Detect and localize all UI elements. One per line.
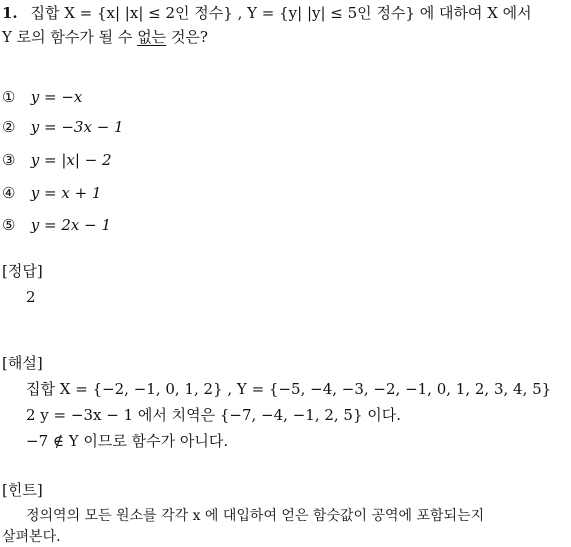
choice-4 — [2, 184, 101, 202]
question-line-1 — [2, 2, 532, 23]
choice-expression: y = |x| − 2 — [30, 151, 112, 169]
choice-1 — [2, 88, 82, 106]
choice-number: ⑤ — [2, 216, 16, 234]
choice-3 — [2, 151, 112, 169]
question-text-line-2-post: 것은? — [166, 28, 208, 46]
explanation-line-1: 집합 X = {−2, −1, 0, 1, 2} , Y = {−5, −4, −3, −2, −1, 0, 1, 2, 3, 4, 5} — [26, 380, 552, 398]
choice-number: ② — [2, 118, 16, 136]
hint-line-1: 정의역의 모든 원소를 각각 x 에 대입하여 얻은 함숫값이 공역에 포함되는지 — [26, 508, 485, 524]
question-underlined-word: 없는 — [137, 28, 167, 46]
choice-2 — [2, 118, 124, 136]
choice-expression: y = x + 1 — [30, 184, 102, 202]
answer-value: 2 — [26, 288, 36, 306]
explanation-line-2: 2 y = −3x − 1 에서 치역은 {−7, −4, −1, 2, 5} 이다. — [26, 406, 402, 424]
explanation-line-3: −7 ∉ Y 이므로 함수가 아니다. — [26, 432, 229, 450]
question-number: 1. — [2, 4, 18, 22]
question-text-line-1: 집합 X = {x| |x| ≤ 2인 정수} , Y = {y| |y| ≤ 5인 정수} 에 대하여 X 에서 — [30, 4, 532, 22]
hint-line-2: 살펴본다. — [2, 529, 61, 545]
choice-5 — [2, 216, 111, 234]
question-text-line-2-pre: Y 로의 함수가 될 수 — [2, 28, 138, 46]
choice-number: ④ — [2, 184, 16, 202]
question-line-2 — [2, 26, 208, 47]
choice-expression: y = −x — [30, 88, 83, 106]
answer-header: [정답] — [2, 262, 43, 280]
choice-expression: y = −3x − 1 — [30, 118, 124, 136]
choice-number: ③ — [2, 151, 16, 169]
explanation-header: [해설] — [2, 354, 43, 372]
choice-expression: y = 2x − 1 — [30, 216, 112, 234]
choice-number: ① — [2, 88, 16, 106]
hint-header: [힌트] — [2, 481, 43, 499]
